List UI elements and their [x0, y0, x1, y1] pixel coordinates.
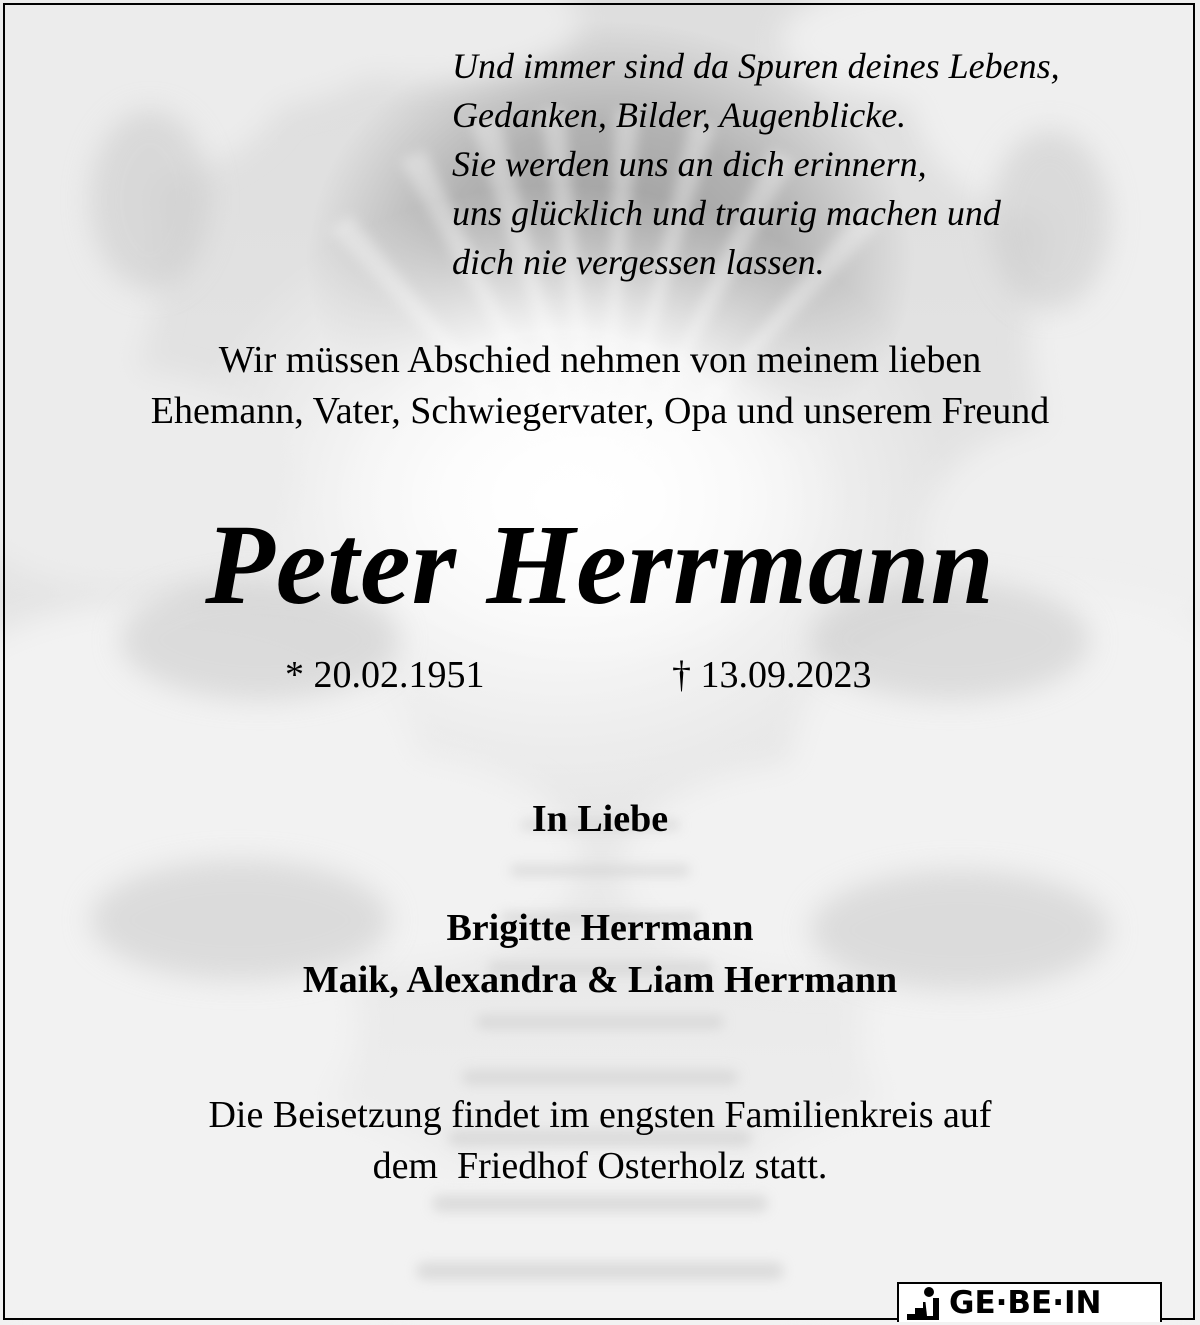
poem-line: Und immer sind da Spuren deines Lebens, [452, 46, 1060, 86]
publisher-logo [897, 1282, 1162, 1322]
poem-line: Gedanken, Bilder, Augenblicke. [452, 95, 907, 135]
burial-line: dem Friedhof Osterholz statt. [372, 1145, 828, 1187]
stairs-person-icon [905, 1286, 945, 1320]
notice-border [3, 3, 1195, 1320]
mourner-name: Maik, Alexandra & Liam Herrmann [302, 959, 898, 1001]
death-date: † 13.09.2023 [672, 654, 872, 696]
birth-date: * 20.02.1951 [285, 654, 485, 696]
intro-line: Ehemann, Vater, Schwiegervater, Opa und unserem Freund [150, 390, 1050, 432]
poem-line: dich nie vergessen lassen. [452, 242, 825, 282]
intro-line: Wir müssen Abschied nehmen von meinem lieben [218, 339, 982, 381]
deceased-name: Peter Herrmann [205, 501, 995, 628]
closing-phrase: In Liebe [531, 798, 669, 840]
logo-text: GE·BE·IN [949, 1285, 1102, 1321]
burial-line: Die Beisetzung findet im engsten Familienkreis auf [208, 1094, 992, 1136]
poem-line: Sie werden uns an dich erinnern, [452, 144, 927, 184]
mourner-name: Brigitte Herrmann [446, 907, 754, 949]
poem-line: uns glücklich und traurig machen und [452, 193, 1001, 233]
